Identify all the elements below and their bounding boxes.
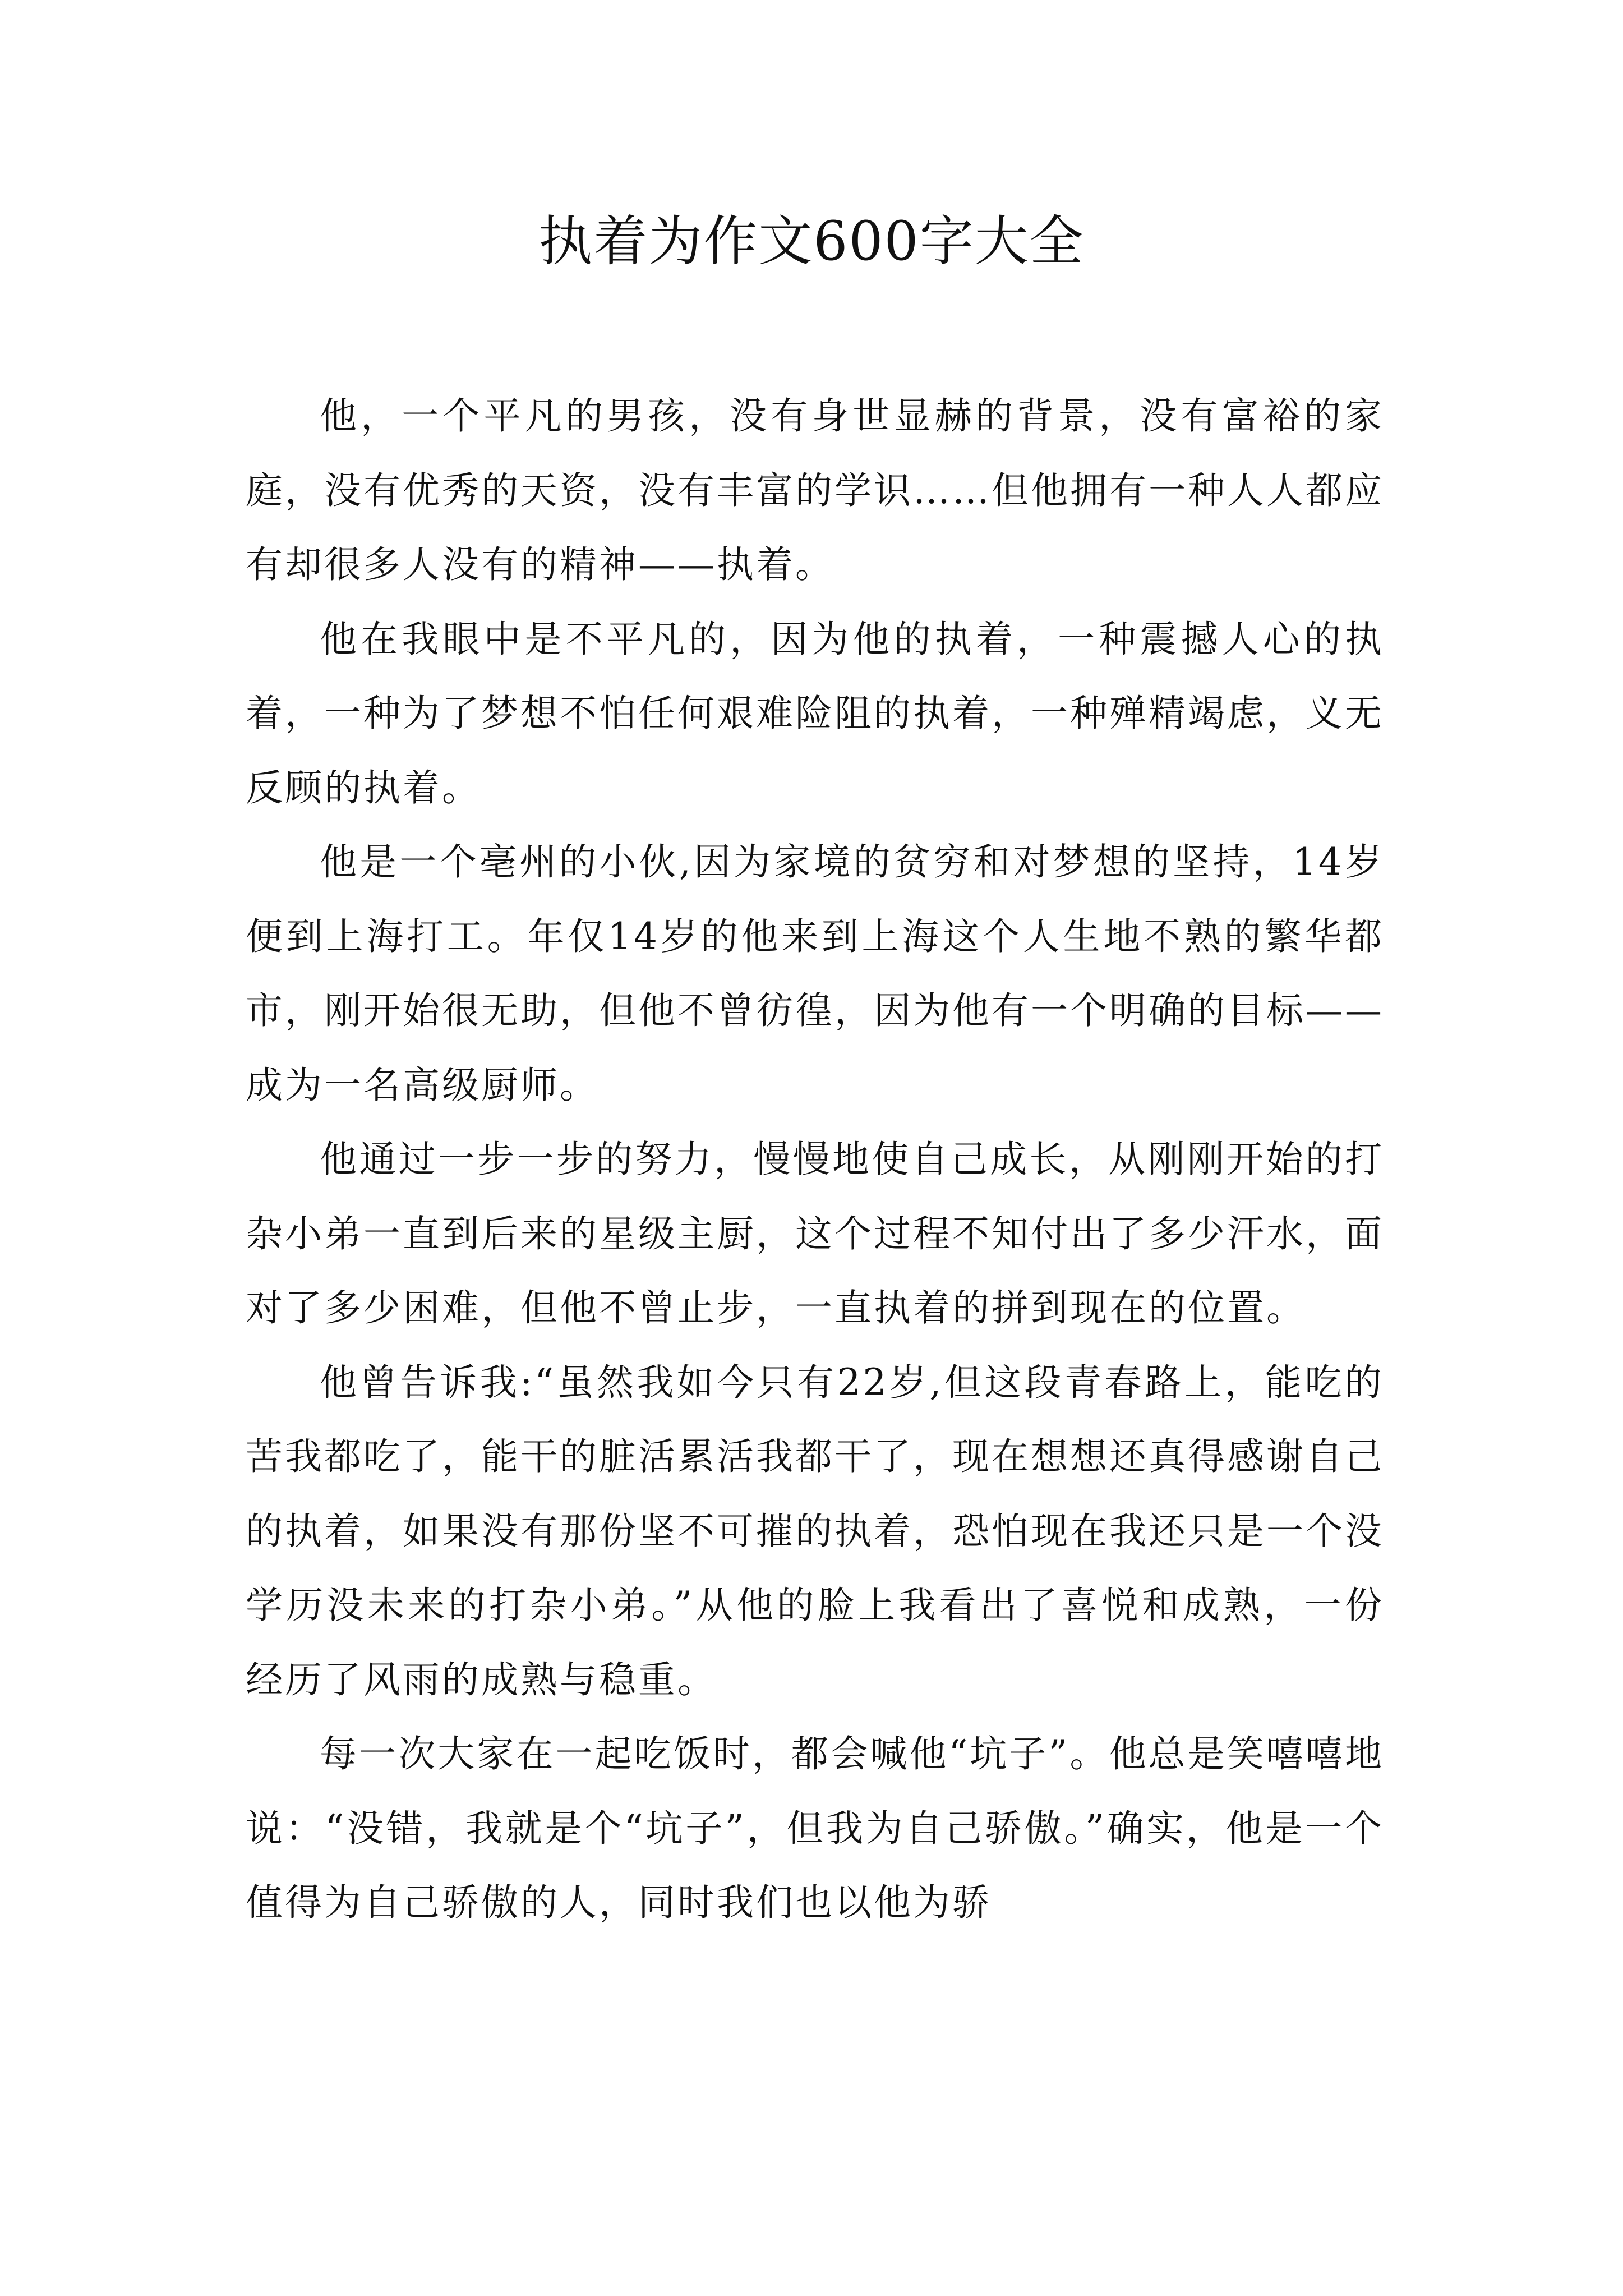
paragraph-6: 每一次大家在一起吃饭时，都会喊他“坑子”。他总是笑嘻嘻地说：“没错，我就是个“坑子”，但我为自己骄傲。”确实，他是一个值得为自己骄傲的人，同时我们也以他为骄 <box>246 1732 1384 1924</box>
paragraph-1: 他，一个平凡的男孩，没有身世显赫的背景，没有富裕的家庭，没有优秀的天资，没有丰富的学识……但他拥有一种人人都应有却很多人没有的精神——执着。 <box>246 394 1384 586</box>
paragraph-5: 他曾告诉我:“虽然我如今只有22岁,但这段青春路上，能吃的苦我都吃了，能干的脏活累活我都干了，现在想想还真得感谢自己的执着，如果没有那份坚不可摧的执着，恐怕现在我还只是一个没学历没未来的打杂小弟。”从他的脸上我看出了喜悦和成熟，一份经历了风雨的成熟与稳重。 <box>246 1360 1384 1701</box>
paragraph-4: 他通过一步一步的努力，慢慢地使自己成长，从刚刚开始的打杂小弟一直到后来的星级主厨，这个过程不知付出了多少汗水，面对了多少困难，但他不曾止步，一直执着的拼到现在的位置。 <box>246 1138 1384 1329</box>
paragraph-3: 他是一个亳州的小伙,因为家境的贫穷和对梦想的坚持，14岁便到上海打工。年仅14岁的他来到上海这个人生地不熟的繁华都市，刚开始很无助，但他不曾彷徨，因为他有一个明确的目标——成为一名高级厨师。 <box>246 840 1384 1107</box>
document-body <box>246 379 1384 1940</box>
paragraph-2: 他在我眼中是不平凡的，因为他的执着，一种震撼人心的执着，一种为了梦想不怕任何艰难险阻的执着，一种殚精竭虑，义无反顾的执着。 <box>246 617 1384 809</box>
document-title: 执着为作文600字大全 <box>538 210 1085 273</box>
